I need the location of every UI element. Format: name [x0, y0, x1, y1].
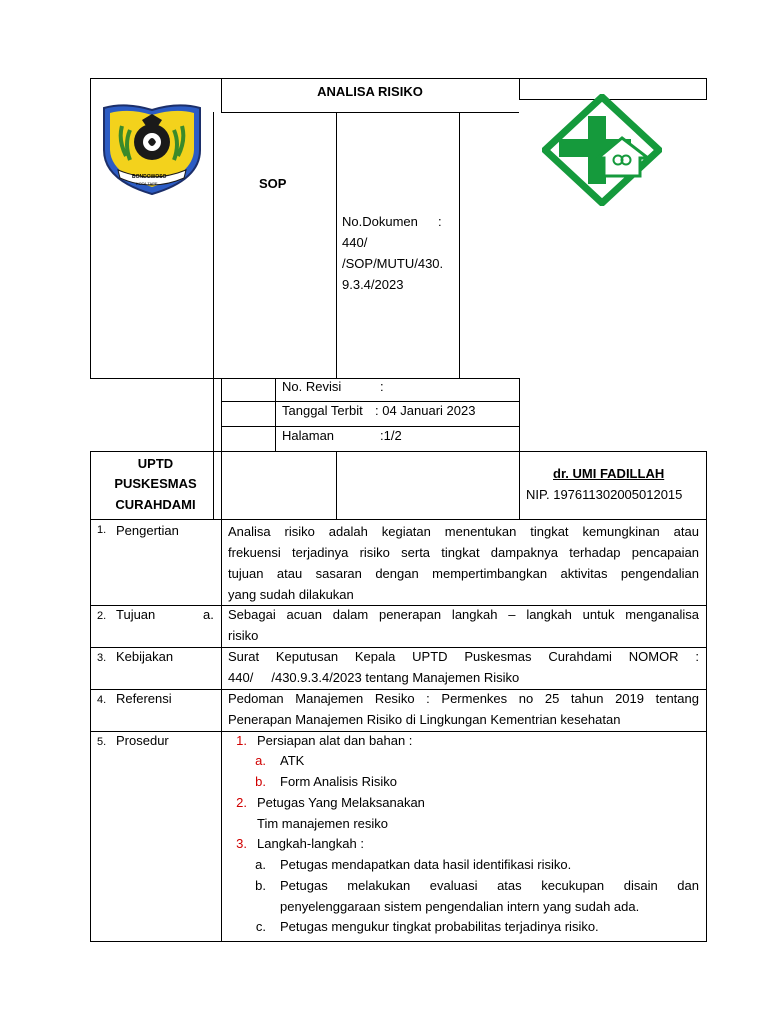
step-text: Langkah-langkah :	[257, 836, 364, 851]
body-line: Analisa risiko adalah kegiatan menentukan tingkat kemungkinan atau	[228, 524, 699, 539]
org-line: CURAHDAMI	[115, 497, 196, 512]
section-label-pengertian: Pengertian	[116, 523, 179, 538]
step-item-text: ATK	[280, 753, 305, 768]
step-item-marker: a.	[255, 857, 266, 872]
step-number: 3.	[236, 836, 247, 851]
document-title: ANALISA RISIKO	[317, 84, 423, 99]
section-label-tujuan: Tujuan	[116, 607, 156, 622]
body-line: Penerapan Manajemen Risiko di Lingkungan Kementrian kesehatan	[228, 712, 621, 727]
body-line: risiko	[228, 628, 259, 643]
step-item-marker: b.	[255, 878, 266, 893]
section-body-referensi	[228, 688, 699, 730]
page-value: :1/2	[380, 428, 402, 443]
doc-number-colon: :	[438, 214, 442, 229]
revision-value: :	[380, 379, 384, 394]
section-number: 5.	[97, 736, 107, 748]
section-label-referensi: Referensi	[116, 691, 172, 706]
step-number: 1.	[236, 733, 247, 748]
sop-label: SOP	[259, 176, 287, 191]
section-body-tujuan	[228, 604, 699, 646]
head-nip: NIP. 197611302005012015	[526, 487, 683, 502]
tujuan-marker: a.	[203, 607, 214, 622]
section-number: 1.	[97, 524, 107, 536]
section-body-kebijakan	[228, 646, 699, 688]
step-item-text: Petugas mengukur tingkat probabilitas terjadinya risiko.	[280, 919, 599, 934]
step-number: 2.	[236, 795, 247, 810]
step-item-text: Form Analisis Risiko	[280, 774, 398, 789]
body-line: Surat Keputusan Kepala UPTD Puskesmas Curahdami NOMOR :	[228, 649, 699, 664]
section-number: 4.	[97, 694, 107, 706]
step-item-body	[280, 875, 699, 917]
doc-number-line: 440/	[342, 235, 368, 250]
issue-date-value: : 04 Januari 2023	[375, 403, 476, 418]
doc-number-line: /SOP/MUTU/430.	[342, 256, 444, 271]
section-label-kebijakan: Kebijakan	[116, 649, 174, 664]
step-item-text: Petugas mendapatkan data hasil identifikasi risiko.	[280, 857, 572, 872]
step-item-marker: c.	[255, 919, 266, 934]
revision-label: No. Revisi	[282, 379, 342, 394]
doc-number-line: 9.3.4/2023	[342, 277, 404, 292]
page-label: Halaman	[282, 428, 335, 443]
section-number: 3.	[97, 652, 107, 664]
step-item-marker: a.	[255, 753, 266, 768]
body-line: Pedoman Manajemen Resiko : Permenkes no 25 tahun 2019 tentang	[228, 691, 699, 706]
step-text: Petugas Yang Melaksanakan	[257, 795, 425, 810]
step-item-marker: b.	[255, 774, 266, 789]
body-line: 440/ /430.9.3.4/2023 tentang Manajemen Risiko	[228, 670, 520, 685]
step-subtext: Tim manajemen resiko	[257, 816, 389, 831]
crest-text-bottom: KOTA TAPE	[136, 181, 158, 186]
section-label-prosedur: Prosedur	[116, 733, 169, 748]
step-item-line: Petugas melakukan evaluasi atas kecukupan disain dan	[280, 878, 699, 893]
body-line: tujuan atau sasaran dengan mempertimbangkan aktivitas pengendalian	[228, 566, 699, 581]
puskesmas-green-cross-icon	[542, 94, 662, 206]
step-text: Persiapan alat dan bahan :	[257, 733, 413, 748]
bondowoso-regency-crest-icon	[96, 100, 208, 196]
org-line: UPTD	[137, 456, 174, 471]
section-body-pengertian	[228, 521, 699, 605]
step-item-line: penyelenggaraan sistem pengendalian intern yang sudah ada.	[280, 899, 640, 914]
body-line: yang sudah dilakukan	[228, 587, 354, 602]
body-line: frekuensi terjadinya risiko serta tingkat dampaknya terhadap pencapaian	[228, 545, 699, 560]
doc-number-label: No.Dokumen	[342, 214, 418, 229]
section-number: 2.	[97, 610, 107, 622]
crest-text-top: BONDOWOSO	[132, 174, 167, 180]
head-name: dr. UMI FADILLAH	[553, 466, 665, 481]
issue-date-label: Tanggal Terbit	[282, 403, 363, 418]
body-line: Sebagai acuan dalam penerapan langkah – langkah untuk menganalisa	[228, 607, 699, 622]
org-line: PUSKESMAS	[114, 476, 197, 491]
